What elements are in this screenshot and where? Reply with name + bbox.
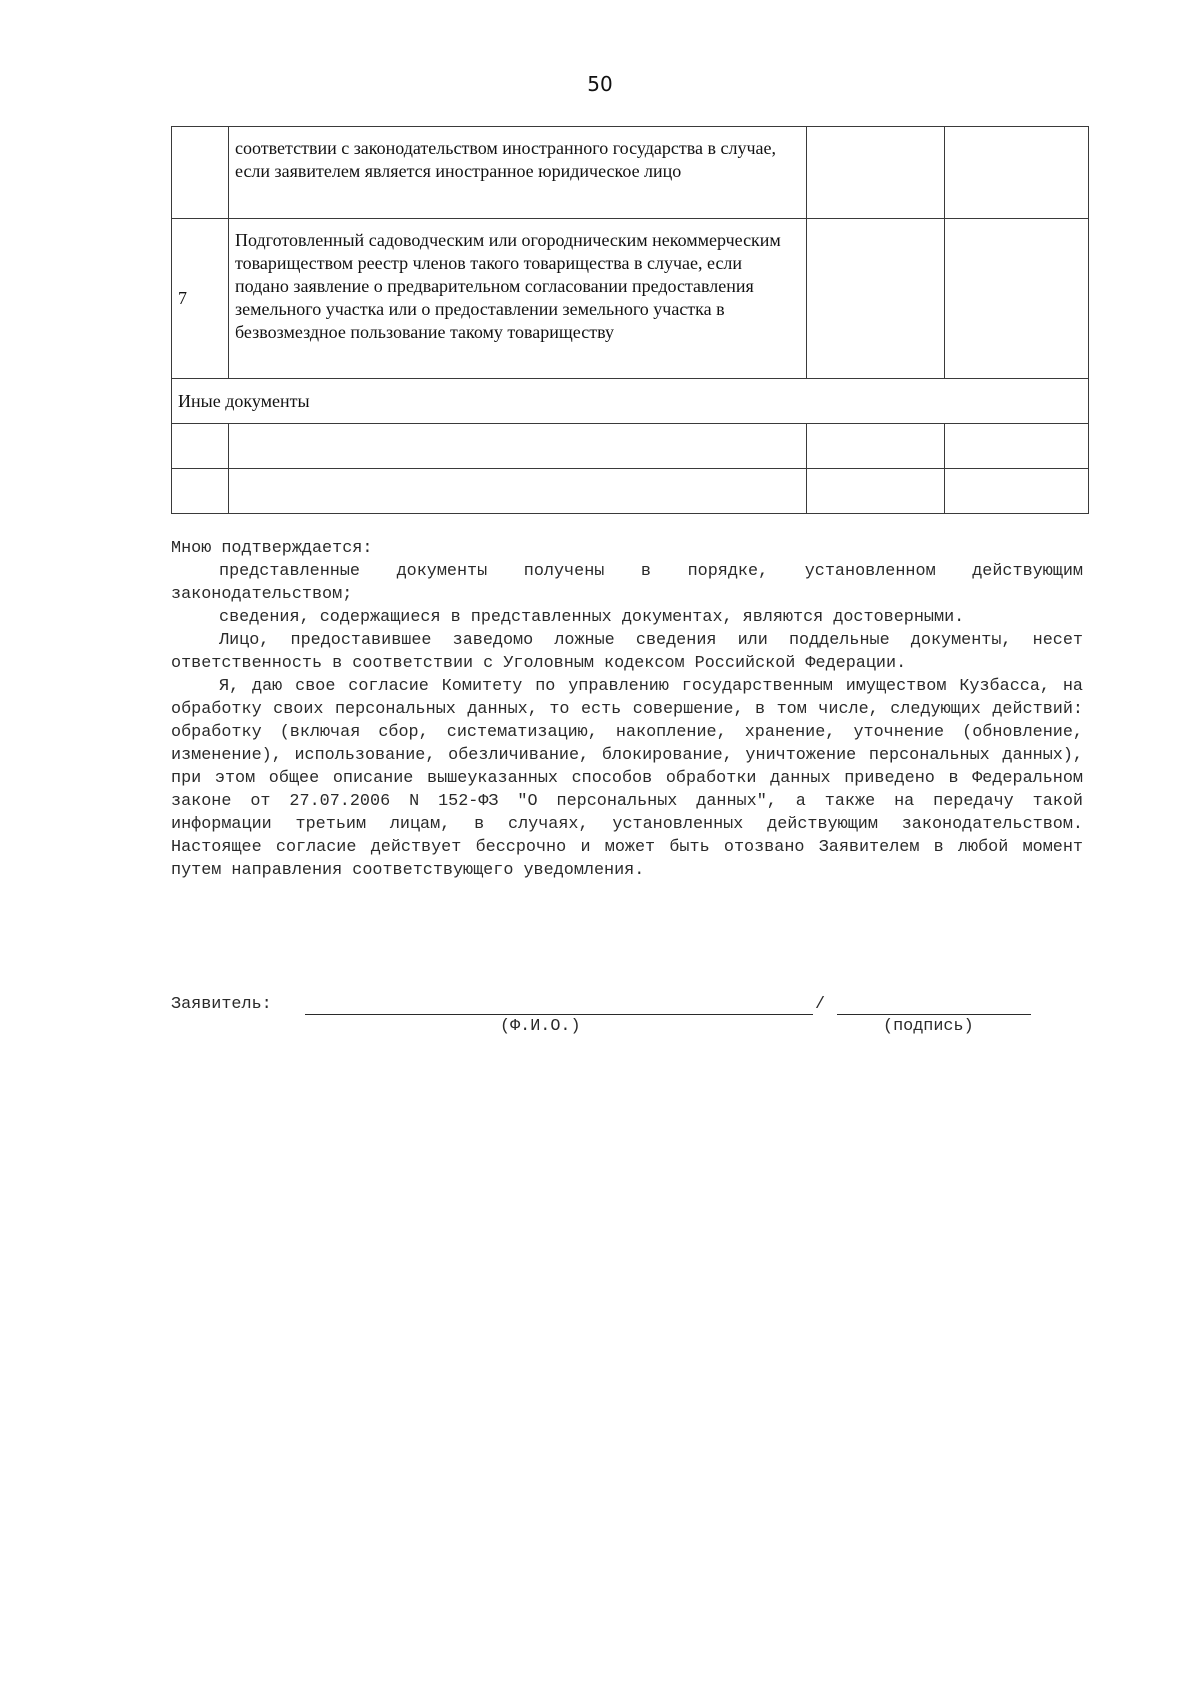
fio-line xyxy=(305,1014,813,1015)
section-row xyxy=(172,379,1089,424)
table-row xyxy=(172,219,1089,379)
empty-cell xyxy=(807,469,945,514)
confirmation-block xyxy=(171,537,1083,882)
signature-caption: (подпись) xyxy=(883,1017,974,1036)
signature-row xyxy=(171,993,1091,1043)
section-title-other-documents: Иные документы xyxy=(172,379,1089,424)
empty-cell xyxy=(945,127,1089,219)
document-description-cell: соответствии с законодательством иностранного государства в случае, если заявителем является иностранное юридическое лицо xyxy=(229,127,807,219)
liability-paragraph: Лицо, предоставившее заведомо ложные сведения или поддельные документы, несет ответственность в соответствии с Уголовным кодексом Российской Федерации. xyxy=(171,631,1083,673)
row-number-cell xyxy=(172,127,229,219)
empty-cell xyxy=(172,424,229,469)
empty-cell xyxy=(807,424,945,469)
document-description-cell: Подготовленный садоводческим или огородническим некоммерческим товариществом реестр членов такого товарищества в случае, если подано заявление о предварительном согласовании предоставления земельного участка или о предоставлении земельного участка в безвозмездное пользование такому товариществу xyxy=(229,219,807,379)
documents-table xyxy=(171,126,1089,514)
signature-line xyxy=(837,1014,1031,1015)
empty-cell xyxy=(945,469,1089,514)
empty-cell xyxy=(945,219,1089,379)
fio-caption: (Ф.И.О.) xyxy=(500,1017,581,1036)
table-row-empty xyxy=(172,469,1089,514)
empty-cell xyxy=(945,424,1089,469)
empty-cell xyxy=(807,219,945,379)
table-row xyxy=(172,127,1089,219)
consent-paragraph: Я, даю свое согласие Комитету по управлению государственным имуществом Кузбасса, на обработку своих персональных данных, то есть совершение, в том числе, следующих действий: обработку (включая сбор, систематизацию, накопление, хранение, уточнение (обновление, изменение), использование, обезличивание, блокирование, уничтожение персональных данных), при этом общее описание вышеуказанных способов обработки данных приведено в Федеральном законе от 27.07.2006 N 152-ФЗ "О персональных данных", а также на передачу такой информации третьим лицам, в случаях, установленных действующим законодательством. Настоящее согласие действует бессрочно и может быть отозвано Заявителем в любой момент путем направления соответствующего уведомления. xyxy=(171,677,1083,880)
empty-cell xyxy=(229,424,807,469)
confirmation-heading: Мною подтверждается: xyxy=(171,539,373,558)
empty-cell xyxy=(807,127,945,219)
separator-slash: / xyxy=(815,995,826,1014)
table-row-empty xyxy=(172,424,1089,469)
confirmation-paragraph: представленные документы получены в порядке, установленном действующим законодательством; xyxy=(171,562,1083,604)
row-number-cell: 7 xyxy=(172,219,229,379)
empty-cell xyxy=(172,469,229,514)
page-number: 50 xyxy=(587,72,613,96)
empty-cell xyxy=(229,469,807,514)
confirmation-paragraph: сведения, содержащиеся в представленных документах, являются достоверными. xyxy=(219,608,965,627)
applicant-label: Заявитель: xyxy=(171,995,272,1014)
